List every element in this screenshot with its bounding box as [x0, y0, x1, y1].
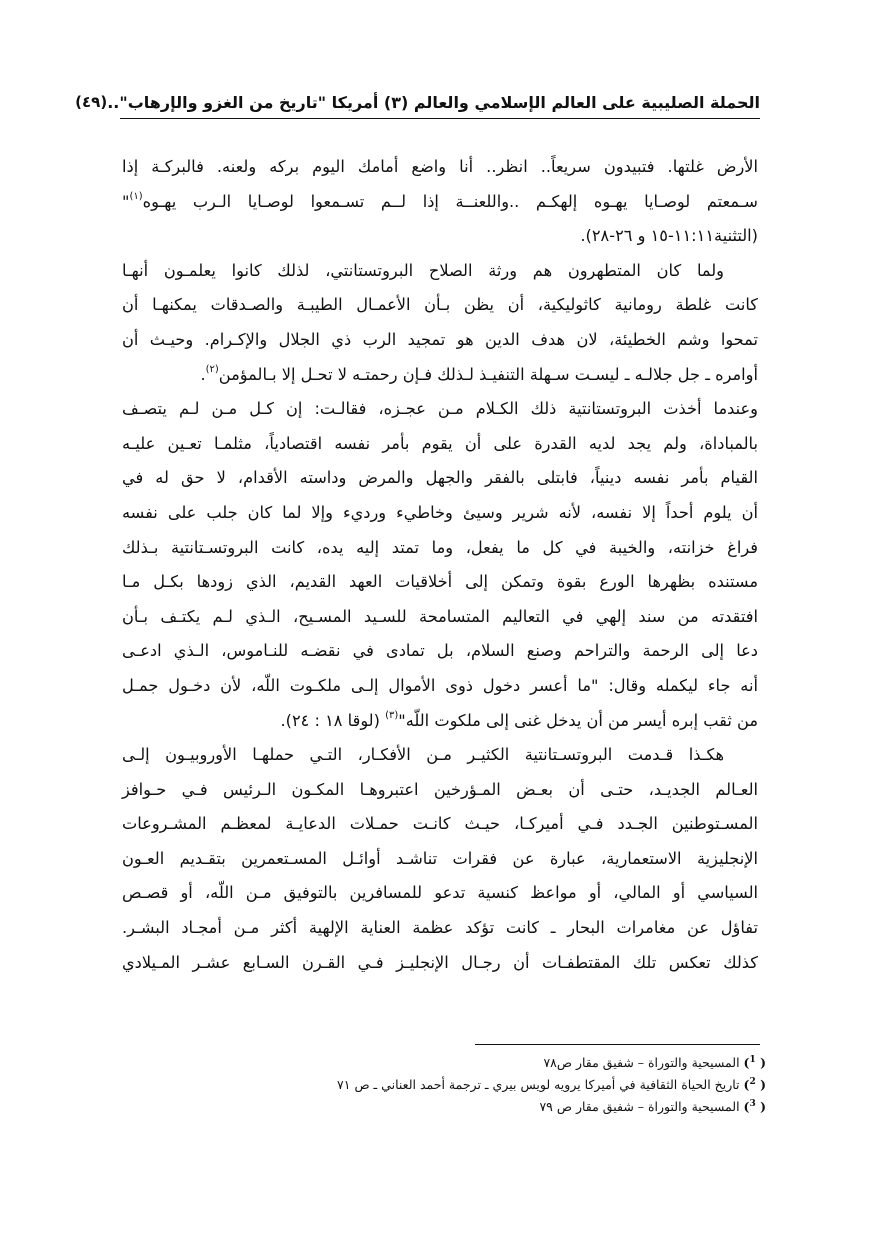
text-line: أن يلوم أحداً إلا نفسه، لأنه شرير وسيئ وخاطيء ورديء وإلا لما كان جلب على نفسه [122, 502, 758, 522]
footnote-2 [200, 1074, 766, 1096]
text-line: الإنجليزية الاستعمارية، عبارة عن فقرات تناشـد أوائـل المسـتعمرين بتقـديم العـون [122, 848, 758, 868]
footnote-ref-3[interactable]: (٣) [385, 709, 399, 721]
text-line: كذلك تعكس تلك المقتطفـات أن رجـال الإنجليـز فـي القـرن السـابع عشـر المـيلادي [122, 952, 758, 972]
text-line: الأرض غلتها. فتبيدون سريعاً.. انظر.. أنا واضع أمامك اليوم بركه ولعنه. فالبركـة إذا [122, 157, 758, 176]
text-line: وعندما أخذت البروتستانتية ذلك الكـلام مـن عجـزه، فقالـت: إن كـل مـن لـم يتصـف [122, 399, 758, 419]
footnote-number: 2 [749, 1077, 756, 1087]
running-header [75, 86, 760, 118]
text-line [122, 358, 758, 393]
footnote-number: 1 [749, 1055, 756, 1065]
citation: (لوقا ١٨ : ٢٤). [280, 710, 386, 730]
quote-mark: " [122, 191, 130, 211]
footnote-ref-1[interactable]: (١) [129, 190, 143, 202]
text-line: افتقدته من سند إلهي في التعاليم المتسامحة للسـيد المسـيح، الـذي لـم يكتـف بـأن [122, 606, 758, 626]
paragraph-3 [122, 392, 758, 738]
footnote-text: المسيحية والتوراة – شفيق مقار ص٧٨ [543, 1055, 740, 1070]
text-line: مستنده بظهرها الورع بقوة وتمكن إلى أخلاقيات العهد القديم، الذي زودها بكـل مـا [122, 572, 758, 592]
text-line: تمحوا وشم الخطيئة، لان هدف الدين هو تمجيد الرب ذي الجلال والإكـرام. وحيـث أن [122, 329, 758, 349]
header-title: الحملة الصليبية على العالم الإسلامي والعالم (٣) أمريكا "تاريخ من الغزو والإرهاب".. [107, 92, 760, 112]
footnotes [200, 1052, 766, 1118]
footnote-text: تاريخ الحياة الثقافية في أميركا يرويه لويس بيري ـ ترجمة أحمد العناني ـ ص ٧١ [337, 1077, 740, 1092]
footnote-ref-2[interactable]: (٢) [205, 363, 219, 375]
period: . [200, 364, 206, 384]
footnote-marker: ( $^1$) [743, 1055, 766, 1070]
text-span: سـمعتم لوصـايا يهـوه إلهكـم ..واللعنــة إذا لــم تسـمعوا لوصـايا الـرب يهـوه [142, 191, 758, 211]
paragraph-4 [122, 738, 758, 980]
text-span: أوامره ـ جل جلالـه ـ ليسـت سـهلة التنفيـذ لـذلك فـإن رحمتـه لا تحـل إلا بـالمؤمن [218, 364, 758, 384]
footnote-3 [200, 1096, 766, 1118]
text-line: القيام بأمر نفسه دينياً، فابتلى بالفقر والجهل والمرض وداسته الأقدام، لا حق له في [122, 468, 758, 488]
text-line [122, 185, 758, 220]
paragraph-1 [122, 150, 758, 254]
body-text [122, 150, 758, 980]
text-line: دعا إلى الرحمة والتراحم وصنع السلام، بل تمادى في نقضـه للنـاموس، الـذي ادعـى [122, 641, 758, 661]
header-divider [120, 118, 760, 119]
text-line: هكـذا قـدمت البروتسـتانتية الكثيـر مـن الأفكـار، التـي حملهـا الأوروبيـون إلـى [122, 745, 724, 765]
text-line: بالمباداة، ولم يجد لديه القدرة على أن يقوم بأمر نفسه اقتصادياً، مثلمـا تعـين عليـه [122, 433, 758, 453]
text-line: المسـتوطنين الجـدد فـي أميركـا، حيـث كانـت حمـلات الدعايـة لمعظـم المشـروعات [122, 814, 758, 834]
page-number: (٤٩) [75, 93, 108, 111]
footnote-marker: ( $^2$) [743, 1077, 766, 1092]
text-line: ولما كان المتطهرون هم ورثة الصلاح البروتستانتي، لذلك كانوا يعلمـون أنهـا [122, 260, 724, 280]
footnote-number: 3 [749, 1099, 756, 1109]
text-line: أنه جاء ليكمله وقال: "ما أعسر دخول ذوى الأموال إلـى ملكـوت اللّه، لأن دخـول جمـل [122, 675, 758, 695]
footnote-marker: ( $^3$) [743, 1099, 766, 1114]
paragraph-2 [122, 254, 758, 392]
text-line: السياسي أو المالي، أو مواعظ كنسية تدعو للمسافرين بالتوفيق مـن اللّه، أو قصـص [122, 883, 758, 903]
footnote-text: المسيحية والتوراة – شفيق مقار ص ٧٩ [539, 1099, 740, 1114]
text-line: كانت غلطة رومانية كاثوليكية، أن يظن بـأن الأعمـال الطيبـة والصـدقات يمكنهـا أن [122, 295, 758, 315]
text-span: من ثقب إبره أيسر من أن يدخل غنى إلى ملكوت اللّه" [398, 710, 758, 730]
text-line: تفاؤل عن مغامرات البحار ـ كانت تؤكد عظمة العناية الإلهية أكثر مـن أمجـاد البشـر. [122, 918, 758, 938]
text-line: فراغ خزانته، والخيبة في كل ما يفعل، وما تمتد إليه يده، كانت البروتسـتانتية بـذلك [122, 537, 758, 557]
footnote-divider [475, 1044, 760, 1045]
text-line [122, 704, 758, 739]
footnote-1 [200, 1052, 766, 1074]
text-line: العـالم الجديـد، حتـى أن بعـض المـؤرخين اعتبروهـا المكـون الـرئيس فـي حـوافز [122, 779, 758, 799]
text-line: (التثنية١١:١١-١٥ و ٢٦-٢٨). [580, 226, 758, 246]
